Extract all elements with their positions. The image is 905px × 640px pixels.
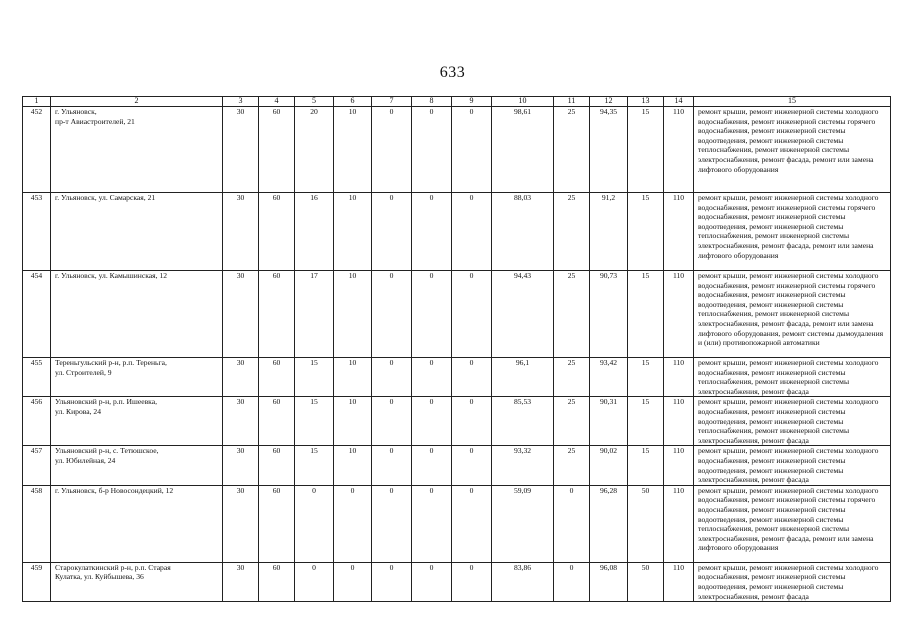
row-number: 452 (23, 107, 51, 193)
column-header-5: 5 (295, 97, 334, 107)
value-cell-c3: 30 (223, 271, 259, 358)
address-cell: Ульяновский р-н, с. Тетюшское, ул. Юбилейная, 24 (51, 446, 223, 485)
value-cell-c3: 30 (223, 446, 259, 485)
works-cell: ремонт крыши, ремонт инженерной системы холодного водоснабжения, ремонт инженерной системы горячего водоснабжения, ремонт инженерной системы водоотведения, ремонт инженерной системы теплоснабжения, ремонт инженерной системы электроснабжения, ремонт фасада, ремонт или замена лифтового оборудования, ремонт системы дымоудаления и (или) противопожарной автоматики (694, 271, 891, 358)
value-cell-c14: 110 (664, 271, 694, 358)
works-cell: ремонт крыши, ремонт инженерной системы холодного водоснабжения, ремонт инженерной системы горячего водоснабжения, ремонт инженерной системы водоотведения, ремонт инженерной системы теплоснабжения, ремонт инженерной системы электроснабжения, ремонт фасада, ремонт или замена лифтового оборудования (694, 107, 891, 193)
value-cell-c14: 110 (664, 193, 694, 271)
value-cell-c11: 25 (554, 397, 590, 446)
value-cell-c9: 0 (452, 271, 492, 358)
row-number: 456 (23, 397, 51, 446)
value-cell-c6: 0 (334, 485, 372, 562)
value-cell-c4: 60 (259, 271, 295, 358)
row-number: 457 (23, 446, 51, 485)
value-cell-c11: 0 (554, 562, 590, 601)
value-cell-c7: 0 (372, 193, 412, 271)
table-row (23, 485, 891, 562)
value-cell-c8: 0 (412, 485, 452, 562)
address-cell: Тереньгульский р-н, р.п. Тереньга, ул. Строителей, 9 (51, 358, 223, 397)
value-cell-c5: 0 (295, 485, 334, 562)
column-header-7: 7 (372, 97, 412, 107)
value-cell-c13: 50 (628, 485, 664, 562)
value-cell-c7: 0 (372, 397, 412, 446)
value-cell-c10: 94,43 (492, 271, 554, 358)
value-cell-c7: 0 (372, 107, 412, 193)
value-cell-c8: 0 (412, 358, 452, 397)
value-cell-c10: 83,86 (492, 562, 554, 601)
address-cell: г. Ульяновск, б-р Новосондецкий, 12 (51, 485, 223, 562)
works-cell: ремонт крыши, ремонт инженерной системы холодного водоснабжения, ремонт инженерной системы водоотведения, ремонт инженерной системы электроснабжения, ремонт фасада (694, 446, 891, 485)
table-row (23, 397, 891, 446)
value-cell-c11: 25 (554, 107, 590, 193)
value-cell-c4: 60 (259, 358, 295, 397)
value-cell-c8: 0 (412, 107, 452, 193)
value-cell-c6: 10 (334, 397, 372, 446)
value-cell-c12: 91,2 (590, 193, 628, 271)
table-row (23, 562, 891, 601)
value-cell-c10: 85,53 (492, 397, 554, 446)
value-cell-c3: 30 (223, 485, 259, 562)
value-cell-c6: 10 (334, 193, 372, 271)
column-header-12: 12 (590, 97, 628, 107)
value-cell-c13: 15 (628, 358, 664, 397)
value-cell-c13: 15 (628, 271, 664, 358)
page-number: 633 (439, 64, 466, 81)
value-cell-c6: 10 (334, 446, 372, 485)
value-cell-c11: 0 (554, 485, 590, 562)
value-cell-c5: 20 (295, 107, 334, 193)
value-cell-c5: 0 (295, 562, 334, 601)
value-cell-c14: 110 (664, 358, 694, 397)
value-cell-c5: 17 (295, 271, 334, 358)
column-header-1: 1 (23, 97, 51, 107)
table-row (23, 446, 891, 485)
value-cell-c7: 0 (372, 485, 412, 562)
value-cell-c11: 25 (554, 358, 590, 397)
row-number: 454 (23, 271, 51, 358)
value-cell-c9: 0 (452, 107, 492, 193)
value-cell-c4: 60 (259, 446, 295, 485)
value-cell-c9: 0 (452, 562, 492, 601)
value-cell-c9: 0 (452, 193, 492, 271)
value-cell-c12: 90,73 (590, 271, 628, 358)
value-cell-c6: 10 (334, 271, 372, 358)
value-cell-c9: 0 (452, 397, 492, 446)
value-cell-c7: 0 (372, 271, 412, 358)
value-cell-c10: 98,61 (492, 107, 554, 193)
value-cell-c13: 15 (628, 397, 664, 446)
value-cell-c3: 30 (223, 397, 259, 446)
column-header-10: 10 (492, 97, 554, 107)
value-cell-c8: 0 (412, 446, 452, 485)
column-header-14: 14 (664, 97, 694, 107)
value-cell-c5: 16 (295, 193, 334, 271)
value-cell-c12: 96,28 (590, 485, 628, 562)
value-cell-c7: 0 (372, 358, 412, 397)
value-cell-c4: 60 (259, 107, 295, 193)
value-cell-c12: 90,02 (590, 446, 628, 485)
value-cell-c5: 15 (295, 358, 334, 397)
value-cell-c10: 93,32 (492, 446, 554, 485)
column-header-4: 4 (259, 97, 295, 107)
column-header-13: 13 (628, 97, 664, 107)
value-cell-c8: 0 (412, 562, 452, 601)
value-cell-c4: 60 (259, 562, 295, 601)
works-cell: ремонт крыши, ремонт инженерной системы холодного водоснабжения, ремонт инженерной системы водоотведения, ремонт инженерной системы электроснабжения, ремонт фасада (694, 562, 891, 601)
value-cell-c5: 15 (295, 397, 334, 446)
value-cell-c9: 0 (452, 446, 492, 485)
table-body (23, 107, 891, 602)
value-cell-c6: 10 (334, 107, 372, 193)
value-cell-c14: 110 (664, 107, 694, 193)
value-cell-c14: 110 (664, 446, 694, 485)
value-cell-c7: 0 (372, 446, 412, 485)
column-header-9: 9 (452, 97, 492, 107)
column-header-15: 15 (694, 97, 891, 107)
works-cell: ремонт крыши, ремонт инженерной системы холодного водоснабжения, ремонт инженерной системы горячего водоснабжения, ремонт инженерной системы водоотведения, ремонт инженерной системы теплоснабжения, ремонт инженерной системы электроснабжения, ремонт фасада, ремонт или замена лифтового оборудования (694, 193, 891, 271)
value-cell-c9: 0 (452, 358, 492, 397)
value-cell-c8: 0 (412, 193, 452, 271)
document-table-wrapper (22, 96, 890, 602)
value-cell-c14: 110 (664, 562, 694, 601)
value-cell-c10: 96,1 (492, 358, 554, 397)
value-cell-c4: 60 (259, 485, 295, 562)
value-cell-c12: 93,42 (590, 358, 628, 397)
table-header-row (23, 97, 891, 107)
value-cell-c11: 25 (554, 446, 590, 485)
value-cell-c14: 110 (664, 397, 694, 446)
value-cell-c11: 25 (554, 193, 590, 271)
table-row (23, 358, 891, 397)
address-cell: г. Ульяновск, пр-т Авиастроителей, 21 (51, 107, 223, 193)
works-cell: ремонт крыши, ремонт инженерной системы холодного водоснабжения, ремонт инженерной системы теплоснабжения, ремонт инженерной системы электроснабжения, ремонт фасада (694, 358, 891, 397)
address-cell: г. Ульяновск, ул. Камышинская, 12 (51, 271, 223, 358)
column-header-11: 11 (554, 97, 590, 107)
value-cell-c3: 30 (223, 193, 259, 271)
works-cell: ремонт крыши, ремонт инженерной системы холодного водоснабжения, ремонт инженерной системы горячего водоснабжения, ремонт инженерной системы водоотведения, ремонт инженерной системы теплоснабжения, ремонт инженерной системы электроснабжения, ремонт фасада, ремонт или замена лифтового оборудования (694, 485, 891, 562)
value-cell-c10: 59,09 (492, 485, 554, 562)
table-row (23, 193, 891, 271)
value-cell-c13: 15 (628, 107, 664, 193)
value-cell-c7: 0 (372, 562, 412, 601)
row-number: 458 (23, 485, 51, 562)
value-cell-c10: 88,03 (492, 193, 554, 271)
value-cell-c9: 0 (452, 485, 492, 562)
value-cell-c6: 0 (334, 562, 372, 601)
value-cell-c8: 0 (412, 397, 452, 446)
value-cell-c14: 110 (664, 485, 694, 562)
value-cell-c3: 30 (223, 358, 259, 397)
row-number: 459 (23, 562, 51, 601)
table-row (23, 271, 891, 358)
value-cell-c3: 30 (223, 107, 259, 193)
value-cell-c6: 10 (334, 358, 372, 397)
value-cell-c11: 25 (554, 271, 590, 358)
works-cell: ремонт крыши, ремонт инженерной системы холодного водоснабжения, ремонт инженерной системы водоотведения, ремонт инженерной системы теплоснабжения, ремонт инженерной системы электроснабжения, ремонт фасада (694, 397, 891, 446)
value-cell-c3: 30 (223, 562, 259, 601)
address-cell: Старокулаткинский р-н, р.п. Старая Кулатка, ул. Куйбышева, 36 (51, 562, 223, 601)
value-cell-c12: 90,31 (590, 397, 628, 446)
column-header-8: 8 (412, 97, 452, 107)
row-number: 453 (23, 193, 51, 271)
table-row (23, 107, 891, 193)
repair-program-table (22, 96, 891, 602)
column-header-2: 2 (51, 97, 223, 107)
row-number: 455 (23, 358, 51, 397)
value-cell-c13: 15 (628, 446, 664, 485)
address-cell: г. Ульяновск, ул. Самарская, 21 (51, 193, 223, 271)
value-cell-c5: 15 (295, 446, 334, 485)
value-cell-c12: 96,08 (590, 562, 628, 601)
value-cell-c4: 60 (259, 397, 295, 446)
column-header-3: 3 (223, 97, 259, 107)
value-cell-c13: 15 (628, 193, 664, 271)
value-cell-c4: 60 (259, 193, 295, 271)
column-header-6: 6 (334, 97, 372, 107)
value-cell-c13: 50 (628, 562, 664, 601)
address-cell: Ульяновский р-н, р.п. Ишеевка, ул. Кирова, 24 (51, 397, 223, 446)
value-cell-c12: 94,35 (590, 107, 628, 193)
value-cell-c8: 0 (412, 271, 452, 358)
